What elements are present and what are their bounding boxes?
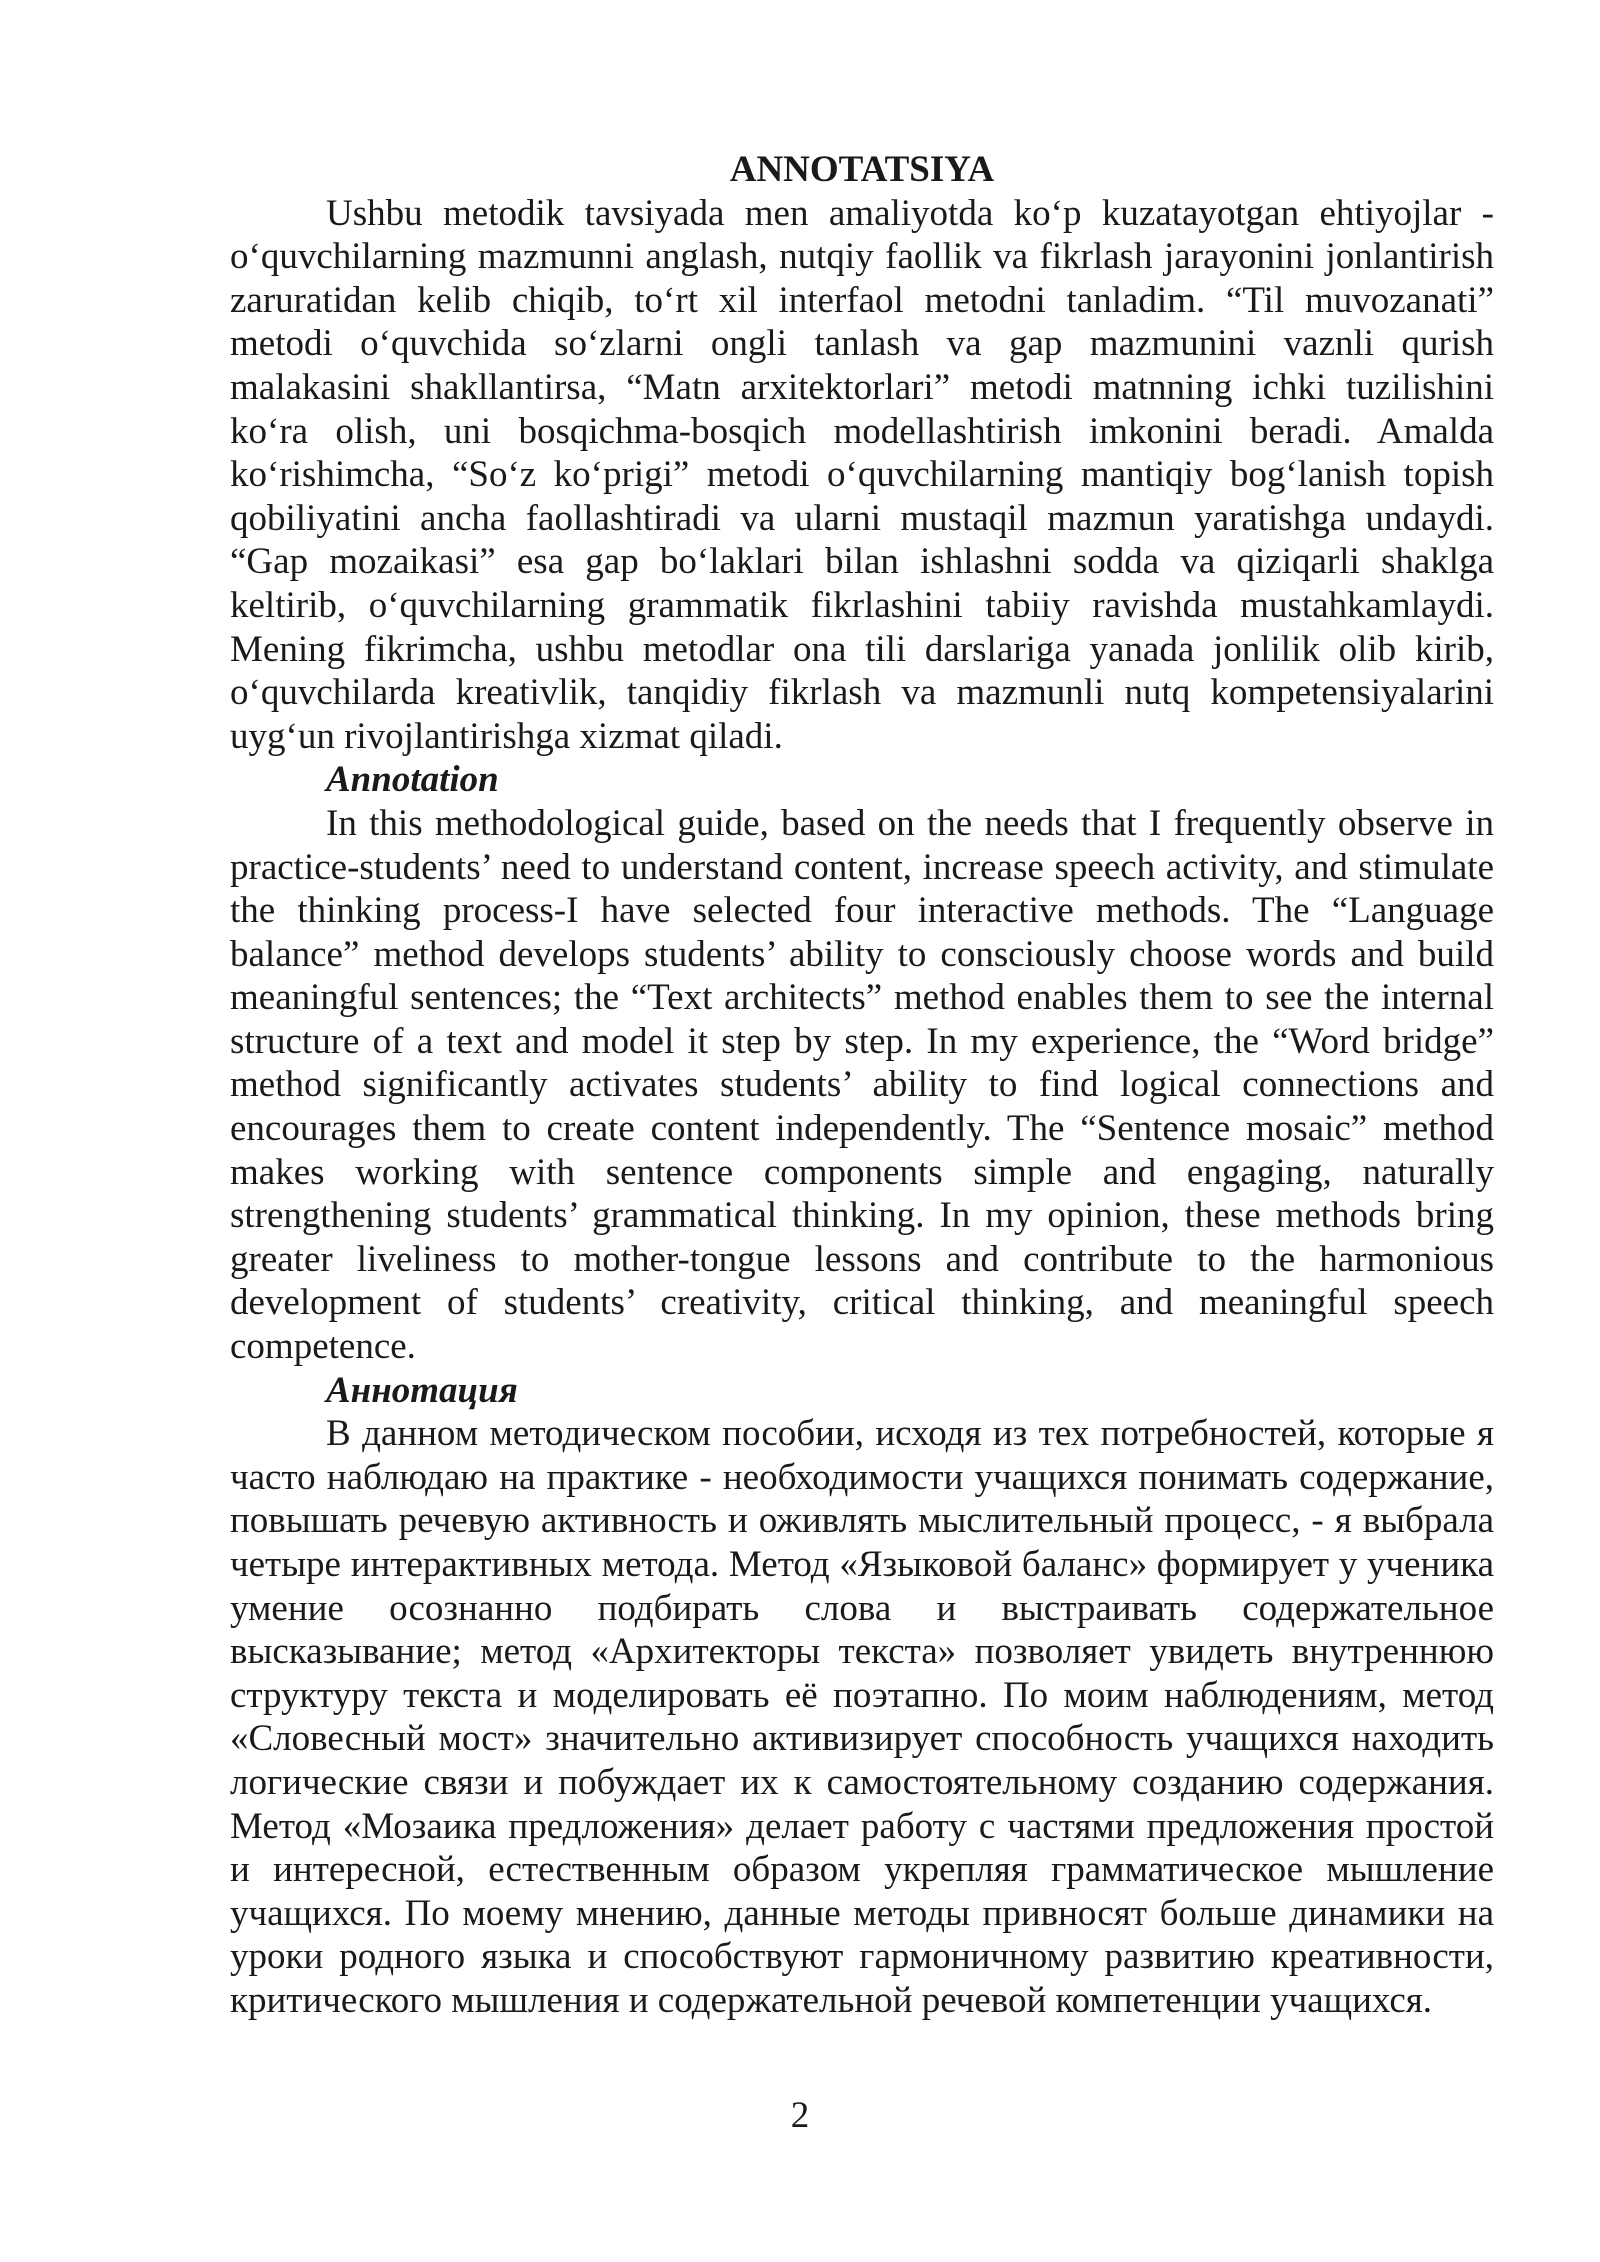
uzbek-annotation-body: Ushbu metodik tavsiyada men amaliyotda ko‘p kuzatayotgan ehtiyojlar - o‘quvchilarning mazmunni anglash, nutqiy faollik va fikrlash jarayonini jonlantirish zaruratidan kelib chiqib, to‘rt xil interfaol metodni tanladim. “Til muvozanati” metodi o‘quvchida so‘zlarni ongli tanlash va gap mazmunini vaznli qurish malakasini shakllantirsa, “Matn arxitektorlari” metodi matnning ichki tuzilishini ko‘ra olish, uni bosqichma-bosqich modellashtirish imkonini beradi. Amalda ko‘rishimcha, “So‘z ko‘prigi” metodi o‘quvchilarning mantiqiy bog‘lanish topish qobiliyatini ancha faollashtiradi va ularni mustaqil mazmun yaratishga undaydi. “Gap mozaikasi” esa gap bo‘laklari bilan ishlashni sodda va qiziqarli shaklga keltirib, o‘quvchilarning grammatik fikrlashini tabiiy ravishda mustahkamlaydi. Mening fikrimcha, ushbu metodlar ona tili darslariga yanada jonlilik olib kirib, o‘quvchilarda kreativlik, tanqidiy fikrlash va mazmunli nutq kompetensiyalarini uyg‘un rivojlantirishga xizmat qiladi. [230,192,1494,757]
uzbek-annotation-title: ANNOTATSIYA [729,149,995,190]
english-annotation-body: In this methodological guide, based on the needs that I frequently observe in practice-students’ need to understand content, increase speech activity, and stimulate the thinking process-I have selected four interactive methods. The “Language balance” method develops students’ ability to consciously choose words and build meaningful sentences; the “Text architects” method enables them to see the internal structure of a text and model it step by step. In my experience, the “Word bridge” method significantly activates students’ ability to find logical connections and encourages them to create content independently. The “Sentence mosaic” method makes working with sentence components simple and engaging, naturally strengthening students’ grammatical thinking. In my opinion, these methods bring greater liveliness to mother-tongue lessons and contribute to the harmonious development of students’ creativity, critical thinking, and meaningful speech competence. [230,802,1494,1368]
document-page [230,148,1494,2023]
page-number: 2 [790,2095,810,2136]
english-annotation-title: Annotation [326,759,499,801]
russian-annotation-title: Аннотация [326,1369,518,1411]
russian-annotation-body: В данном методическом пособии, исходя из тех потребностей, которые я часто наблюдаю на практике - необходимости учащихся понимать содержание, повышать речевую активность и оживлять мыслительный процесс, - я выбрала четыре интерактивных метода. Метод «Языковой баланс» формирует у ученика умение осознанно подбирать слова и выстраивать содержательное высказывание; метод «Архитекторы текста» позволяет увидеть внутреннюю структуру текста и моделировать её поэтапно. По моим наблюдениям, метод «Словесный мост» значительно активизирует способность учащихся находить логические связи и побуждает их к самостоятельному созданию содержания. Метод «Мозаика предложения» делает работу с частями предложения простой и интересной, естественным образом укрепляя грамматическое мышление учащихся. По моему мнению, данные методы привносят больше динамики на уроки родного языка и способствуют гармоничному развитию креативности, критического мышления и содержательной речевой компетенции учащихся. [230,1413,1494,2021]
